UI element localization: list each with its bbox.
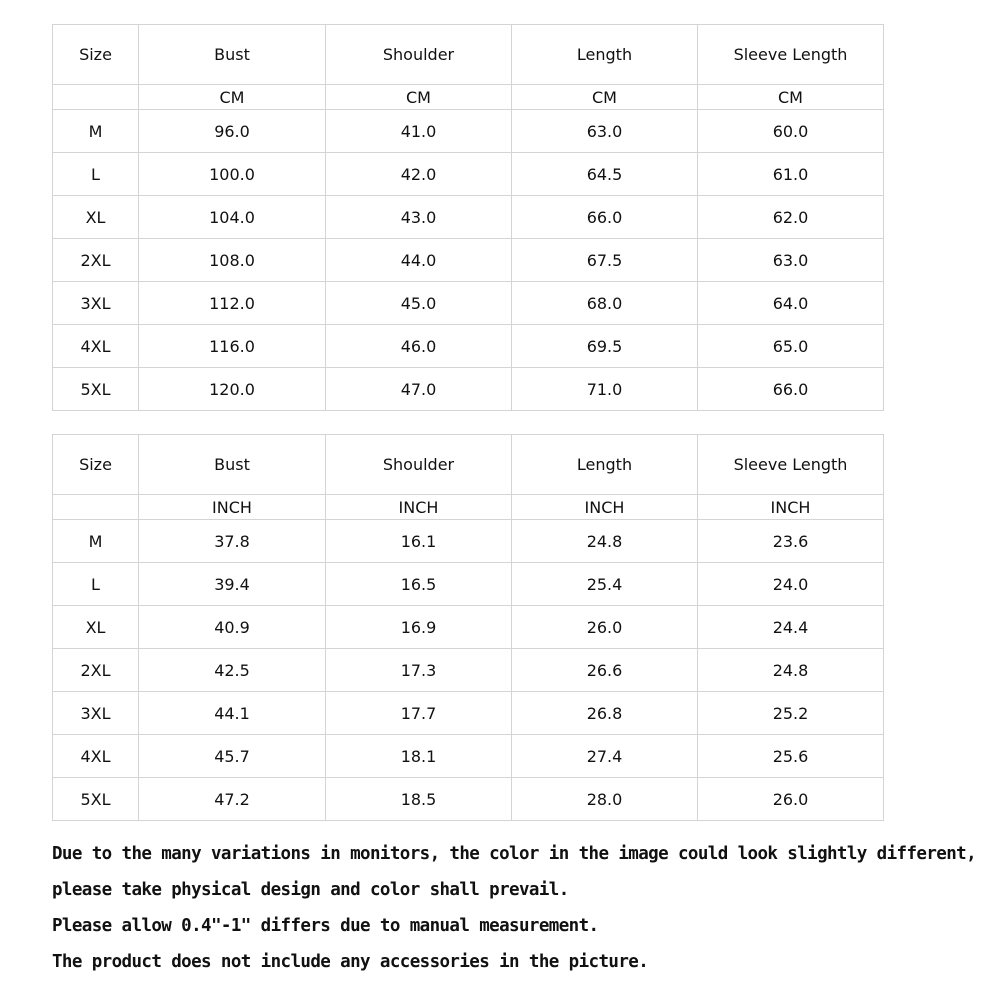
length-cell: 28.0	[512, 778, 698, 821]
unit-cell-shoulder: CM	[326, 85, 512, 110]
length-cell: 64.5	[512, 153, 698, 196]
column-header-length: Length	[512, 25, 698, 85]
size-cell: XL	[53, 196, 139, 239]
size-table-inch	[52, 434, 884, 821]
unit-cell-sleeve-length: CM	[698, 85, 884, 110]
bust-cell: 108.0	[139, 239, 326, 282]
bust-cell: 40.9	[139, 606, 326, 649]
shoulder-cell: 43.0	[326, 196, 512, 239]
note-line: The product does not include any accessories in the picture.	[52, 952, 649, 972]
sleeve-length-cell: 65.0	[698, 325, 884, 368]
table-row	[53, 368, 884, 411]
table-row	[53, 778, 884, 821]
table-row	[53, 196, 884, 239]
sleeve-length-cell: 25.2	[698, 692, 884, 735]
length-cell: 26.6	[512, 649, 698, 692]
table-row	[53, 325, 884, 368]
sleeve-length-cell: 24.0	[698, 563, 884, 606]
bust-cell: 44.1	[139, 692, 326, 735]
size-cell: XL	[53, 606, 139, 649]
table-row	[53, 520, 884, 563]
column-header-shoulder: Shoulder	[326, 435, 512, 495]
unit-row	[53, 495, 884, 520]
length-cell: 71.0	[512, 368, 698, 411]
bust-cell: 120.0	[139, 368, 326, 411]
size-table-cm	[52, 24, 884, 411]
unit-cell-sleeve-length: INCH	[698, 495, 884, 520]
sleeve-length-cell: 62.0	[698, 196, 884, 239]
column-header-sleeve-length: Sleeve Length	[698, 435, 884, 495]
shoulder-cell: 17.3	[326, 649, 512, 692]
shoulder-cell: 41.0	[326, 110, 512, 153]
unit-cell-empty	[53, 85, 139, 110]
shoulder-cell: 16.9	[326, 606, 512, 649]
table-row	[53, 282, 884, 325]
unit-cell-bust: CM	[139, 85, 326, 110]
length-cell: 25.4	[512, 563, 698, 606]
length-cell: 69.5	[512, 325, 698, 368]
sleeve-length-cell: 25.6	[698, 735, 884, 778]
sleeve-length-cell: 61.0	[698, 153, 884, 196]
bust-cell: 45.7	[139, 735, 326, 778]
note-line: Due to the many variations in monitors, the color in the image could look slightly different,	[52, 844, 977, 864]
unit-cell-length: CM	[512, 85, 698, 110]
bust-cell: 39.4	[139, 563, 326, 606]
shoulder-cell: 47.0	[326, 368, 512, 411]
size-cell: L	[53, 153, 139, 196]
shoulder-cell: 18.5	[326, 778, 512, 821]
sleeve-length-cell: 26.0	[698, 778, 884, 821]
bust-cell: 100.0	[139, 153, 326, 196]
sleeve-length-cell: 64.0	[698, 282, 884, 325]
shoulder-cell: 45.0	[326, 282, 512, 325]
length-cell: 68.0	[512, 282, 698, 325]
sleeve-length-cell: 66.0	[698, 368, 884, 411]
size-cell: 3XL	[53, 692, 139, 735]
shoulder-cell: 17.7	[326, 692, 512, 735]
unit-cell-shoulder: INCH	[326, 495, 512, 520]
bust-cell: 47.2	[139, 778, 326, 821]
length-cell: 24.8	[512, 520, 698, 563]
unit-cell-empty	[53, 495, 139, 520]
size-cell: M	[53, 110, 139, 153]
size-cell: 4XL	[53, 325, 139, 368]
bust-cell: 42.5	[139, 649, 326, 692]
table-row	[53, 563, 884, 606]
sleeve-length-cell: 24.8	[698, 649, 884, 692]
table-row	[53, 649, 884, 692]
unit-row	[53, 85, 884, 110]
column-header-size: Size	[53, 25, 139, 85]
shoulder-cell: 16.1	[326, 520, 512, 563]
note-line: please take physical design and color shall prevail.	[52, 880, 569, 900]
size-cell: 5XL	[53, 778, 139, 821]
unit-cell-bust: INCH	[139, 495, 326, 520]
length-cell: 66.0	[512, 196, 698, 239]
header-row	[53, 435, 884, 495]
length-cell: 26.0	[512, 606, 698, 649]
length-cell: 27.4	[512, 735, 698, 778]
column-header-sleeve-length: Sleeve Length	[698, 25, 884, 85]
shoulder-cell: 44.0	[326, 239, 512, 282]
size-cell: 4XL	[53, 735, 139, 778]
table-row	[53, 606, 884, 649]
sleeve-length-cell: 63.0	[698, 239, 884, 282]
shoulder-cell: 18.1	[326, 735, 512, 778]
column-header-length: Length	[512, 435, 698, 495]
size-cell: 2XL	[53, 239, 139, 282]
length-cell: 63.0	[512, 110, 698, 153]
table-row	[53, 692, 884, 735]
size-cell: 5XL	[53, 368, 139, 411]
unit-cell-length: INCH	[512, 495, 698, 520]
bust-cell: 37.8	[139, 520, 326, 563]
table-row	[53, 735, 884, 778]
bust-cell: 116.0	[139, 325, 326, 368]
column-header-bust: Bust	[139, 25, 326, 85]
table-row	[53, 153, 884, 196]
length-cell: 26.8	[512, 692, 698, 735]
shoulder-cell: 46.0	[326, 325, 512, 368]
disclaimer-notes	[52, 836, 992, 980]
column-header-bust: Bust	[139, 435, 326, 495]
note-line: Please allow 0.4"-1" differs due to manual measurement.	[52, 916, 599, 936]
size-cell: 3XL	[53, 282, 139, 325]
bust-cell: 104.0	[139, 196, 326, 239]
shoulder-cell: 42.0	[326, 153, 512, 196]
header-row	[53, 25, 884, 85]
bust-cell: 96.0	[139, 110, 326, 153]
size-cell: L	[53, 563, 139, 606]
table-row	[53, 110, 884, 153]
size-cell: 2XL	[53, 649, 139, 692]
table-row	[53, 239, 884, 282]
length-cell: 67.5	[512, 239, 698, 282]
column-header-shoulder: Shoulder	[326, 25, 512, 85]
column-header-size: Size	[53, 435, 139, 495]
sleeve-length-cell: 24.4	[698, 606, 884, 649]
sleeve-length-cell: 23.6	[698, 520, 884, 563]
size-cell: M	[53, 520, 139, 563]
shoulder-cell: 16.5	[326, 563, 512, 606]
bust-cell: 112.0	[139, 282, 326, 325]
sleeve-length-cell: 60.0	[698, 110, 884, 153]
